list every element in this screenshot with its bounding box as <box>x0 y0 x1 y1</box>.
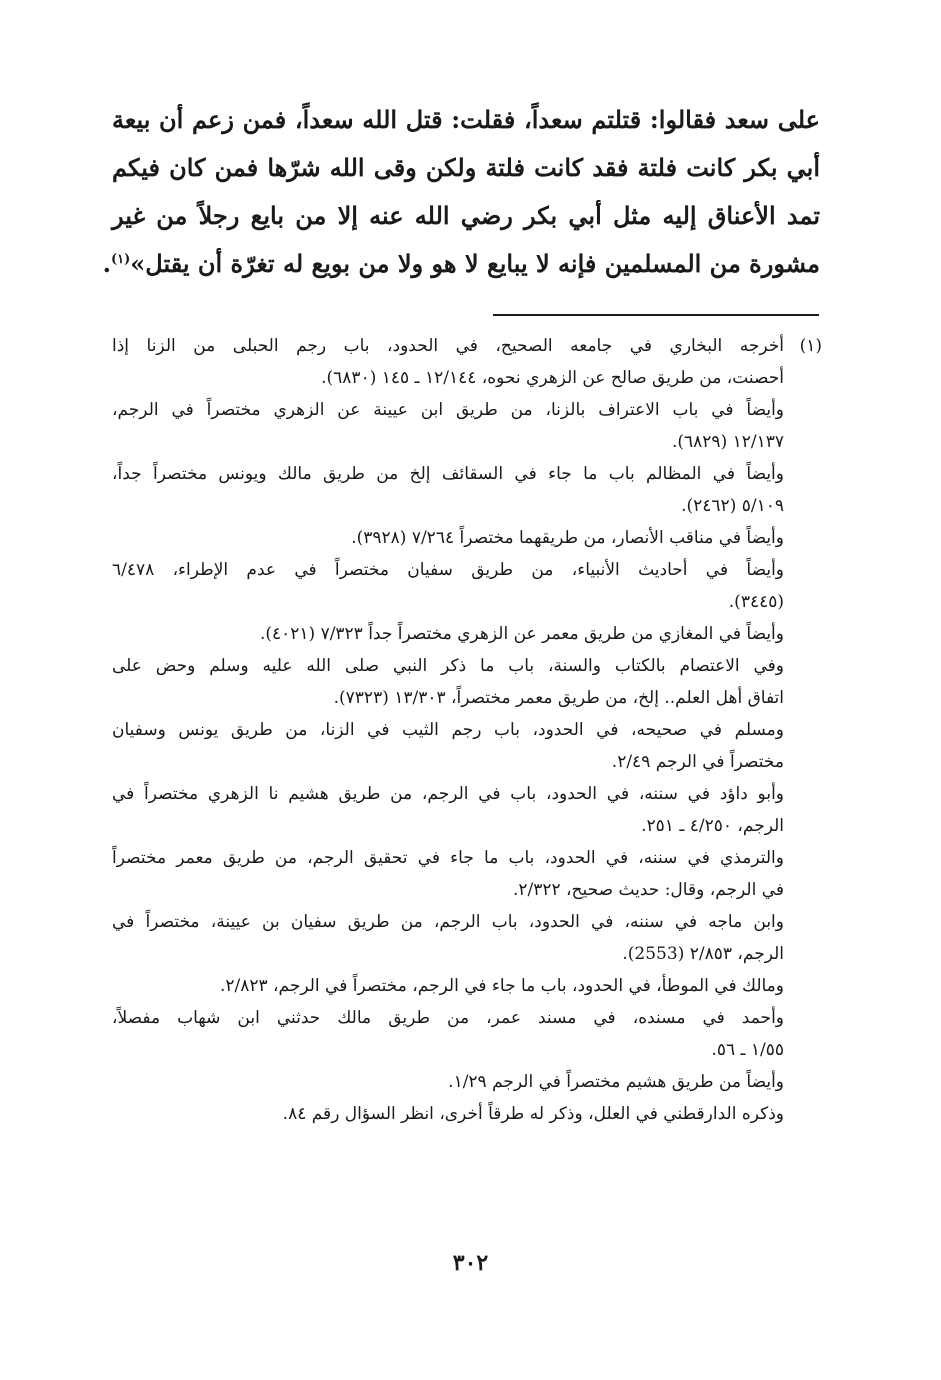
footnote-line: وأحمد في مسنده، في مسند عمر، من طريق مالك حدثني ابن شهاب مفصلاً، <box>112 1008 784 1028</box>
footnote-line <box>112 330 822 362</box>
main-text-line: تمد الأعناق إليه مثل أبي بكر رضي الله عنه إلا من بايع رجلاً من غير <box>112 201 820 230</box>
footnote-line: وأبو داؤد في سننه، في الحدود، باب في الرجم، من طريق هشيم نا الزهري مختصراً في <box>112 784 784 804</box>
main-text-block <box>102 96 820 288</box>
footnote-line: الرجم، ٤/٢٥٠ ـ ٢٥١. <box>641 816 784 836</box>
footnote-marker: (١) <box>799 336 822 356</box>
footnotes-block <box>112 330 822 1130</box>
footnote-line: ومسلم في صحيحه، في الحدود، باب رجم الثيب في الزنا، من طريق يونس وسفيان <box>112 720 784 740</box>
footnote-line: والترمذي في سننه، في الحدود، باب ما جاء في تحقيق الرجم، من طريق معمر مختصراً <box>112 848 784 868</box>
footnote-line: ٥/١٠٩ (٢٤٦٢). <box>681 496 784 516</box>
footnote-line: وأيضاً من طريق هشيم مختصراً في الرجم ١/٢٩. <box>448 1072 784 1092</box>
footnote-line: (٣٤٤٥). <box>728 592 784 612</box>
footnote-line: وأيضاً في مناقب الأنصار، من طريقهما مختصراً ٧/٢٦٤ (٣٩٢٨). <box>351 528 784 548</box>
footnote-line: وأيضاً في المظالم باب ما جاء في السقائف إلخ من طريق مالك ويونس مختصراً جداً، <box>112 464 784 484</box>
footnote-line: وأيضاً في المغازي من طريق معمر عن الزهري مختصراً جداً ٧/٣٢٣ (٤٠٢١). <box>259 624 784 644</box>
footnote-line: الرجم، ٢/٨٥٣ (2553). <box>622 944 784 964</box>
end-punctuation: . <box>102 249 111 278</box>
footnote-line: اتفاق أهل العلم.. إلخ، من طريق معمر مختصراً، ١٣/٣٠٣ (٧٣٢٣). <box>333 688 784 708</box>
main-text-line: على سعد فقالوا: قتلتم سعداً، فقلت: قتل الله سعداً، فمن زعم أن بيعة <box>112 105 820 134</box>
footnote-line: مختصراً في الرجم ٢/٤٩. <box>611 752 784 772</box>
footnote-reference: (١) <box>111 252 131 267</box>
footnote-line: ١٢/١٣٧ (٦٨٢٩). <box>671 432 784 452</box>
main-text-line <box>102 240 820 288</box>
footnote-separator-rule <box>493 314 819 316</box>
page-number: ٣٠٢ <box>452 1250 489 1276</box>
footnote-line: وذكره الدارقطني في العلل، وذكر له طرقاً أخرى، انظر السؤال رقم ٨٤. <box>282 1104 784 1124</box>
footnote-line-content: أخرجه البخاري في جامعه الصحيح، في الحدود، باب رجم الحبلى من الزنا إذا <box>112 336 784 356</box>
footnote-line: ١/٥٥ ـ ٥٦. <box>711 1040 784 1060</box>
footnote-line: وابن ماجه في سننه، في الحدود، باب الرجم، من طريق سفيان بن عيينة، مختصراً في <box>112 912 784 932</box>
footnote-line: وأيضاً في أحاديث الأنبياء، من طريق سفيان مختصراً في عدم الإطراء، ٦/٤٧٨ <box>112 560 784 580</box>
footnote-line: في الرجم، وقال: حديث صحيح، ٢/٣٢٢. <box>512 880 784 900</box>
footnote-line: وفي الاعتصام بالكتاب والسنة، باب ما ذكر النبي صلى الله عليه وسلم وحض على <box>112 656 784 676</box>
footnote-line: أحصنت، من طريق صالح عن الزهري نحوه، ١٢/١٤٤ ـ ١٤٥ (٦٨٣٠). <box>321 368 784 388</box>
main-text-line-content: مشورة من المسلمين فإنه لا يبايع لا هو ولا من بويع له تغرّة أن يقتل» <box>130 249 820 278</box>
main-text-line: أبي بكر كانت فلتة فقد كانت فلتة ولكن وقى الله شرّها فمن كان فيكم <box>112 153 820 182</box>
footnote-line: ومالك في الموطأ، في الحدود، باب ما جاء في الرجم، مختصراً في الرجم، ٢/٨٢٣. <box>219 976 784 996</box>
footnote-line: وأيضاً في باب الاعتراف بالزنا، من طريق ابن عيينة عن الزهري مختصراً في الرجم، <box>112 400 784 420</box>
